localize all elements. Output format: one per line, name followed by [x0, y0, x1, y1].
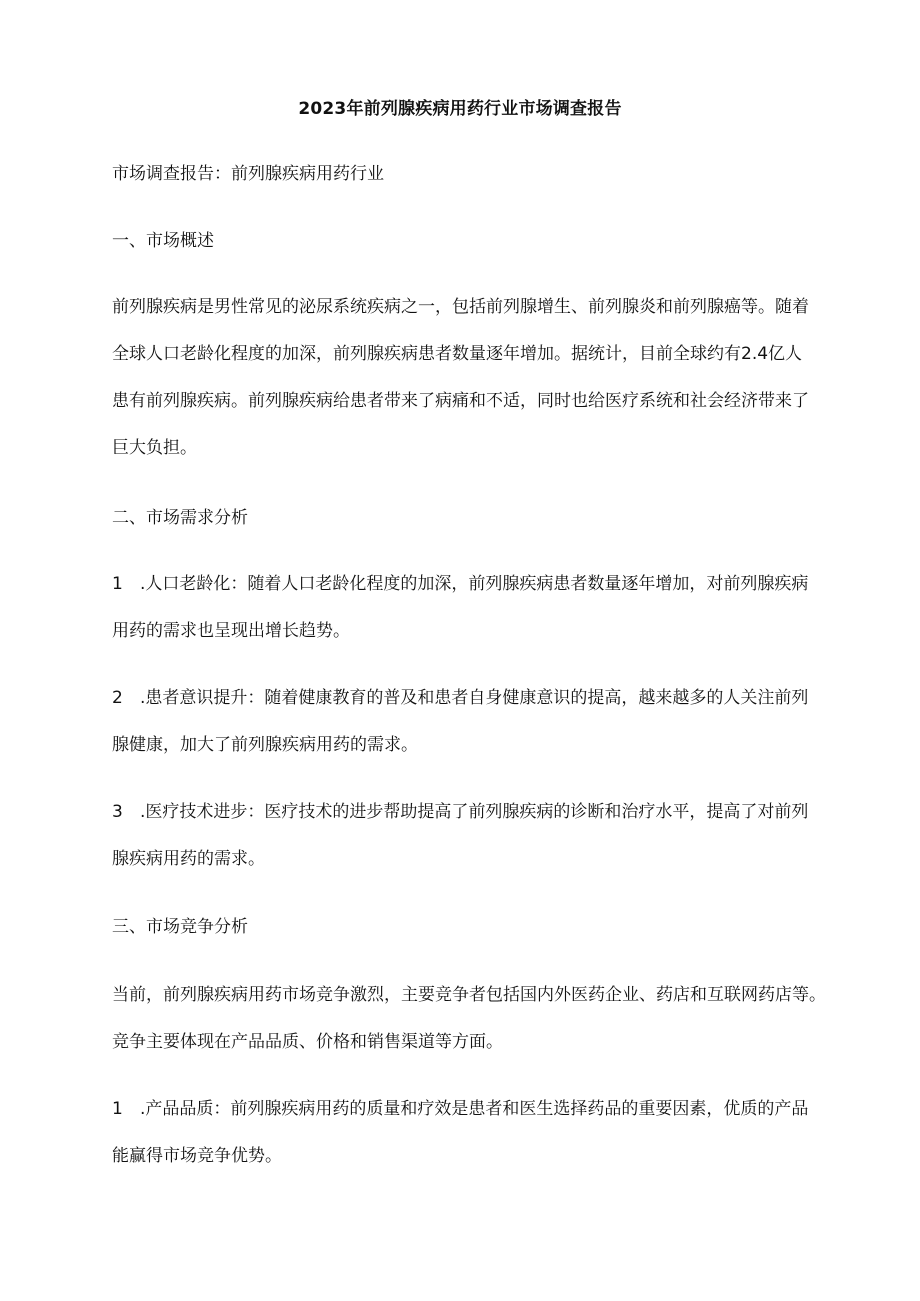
section-2-heading: 二、市场需求分析 — [112, 508, 248, 528]
section-3-line-2: 竞争主要体现在产品品质、价格和销售渠道等方面。 — [112, 1032, 503, 1052]
section-2-item-2-line-1 — [112, 686, 812, 710]
section-3-line-1: 当前，前列腺疾病用药市场竞争激烈，主要竞争者包括国内外医药企业、药店和互联网药店等。 — [112, 985, 826, 1005]
item-text: .产品品质：前列腺疾病用药的质量和疗效是患者和医生选择药品的重要因素，优质的产品 — [140, 1099, 809, 1119]
section-2-item-2-line-2: 腺健康，加大了前列腺疾病用药的需求。 — [112, 735, 418, 755]
item-text: .人口老龄化：随着人口老龄化程度的加深，前列腺疾病患者数量逐年增加，对前列腺疾病 — [140, 574, 809, 594]
document-title: 2023年前列腺疾病用药行业市场调查报告 — [298, 99, 622, 119]
section-2-item-3-line-2: 腺疾病用药的需求。 — [112, 849, 265, 869]
item-text: .医疗技术进步：医疗技术的进步帮助提高了前列腺疾病的诊断和治疗水平，提高了对前列 — [140, 802, 809, 822]
document-subtitle: 市场调查报告：前列腺疾病用药行业 — [112, 164, 384, 184]
section-2-item-3-line-1 — [112, 800, 812, 824]
section-1-line-4: 巨大负担。 — [112, 438, 197, 458]
item-number: 3 — [112, 802, 123, 822]
item-number: 1 — [112, 574, 123, 594]
section-2-item-1-line-2: 用药的需求也呈现出增长趋势。 — [112, 621, 350, 641]
item-number: 1 — [112, 1099, 123, 1119]
item-number: 2 — [112, 688, 123, 708]
section-3-item-1-line-1 — [112, 1097, 812, 1121]
item-text: .患者意识提升：随着健康教育的普及和患者自身健康意识的提高，越来越多的人关注前列 — [140, 688, 809, 708]
section-3-heading: 三、市场竞争分析 — [112, 917, 248, 937]
section-1-line-2: 全球人口老龄化程度的加深，前列腺疾病患者数量逐年增加。据统计，目前全球约有2.4亿人 — [112, 344, 803, 364]
section-3-item-1-line-2: 能赢得市场竞争优势。 — [112, 1146, 282, 1166]
section-1-line-1: 前列腺疾病是男性常见的泌尿系统疾病之一，包括前列腺增生、前列腺炎和前列腺癌等。随着 — [112, 297, 809, 317]
section-1-line-3: 患有前列腺疾病。前列腺疾病给患者带来了病痛和不适，同时也给医疗系统和社会经济带来了 — [112, 391, 809, 411]
section-1-heading: 一、市场概述 — [112, 231, 214, 251]
section-2-item-1-line-1 — [112, 572, 812, 596]
